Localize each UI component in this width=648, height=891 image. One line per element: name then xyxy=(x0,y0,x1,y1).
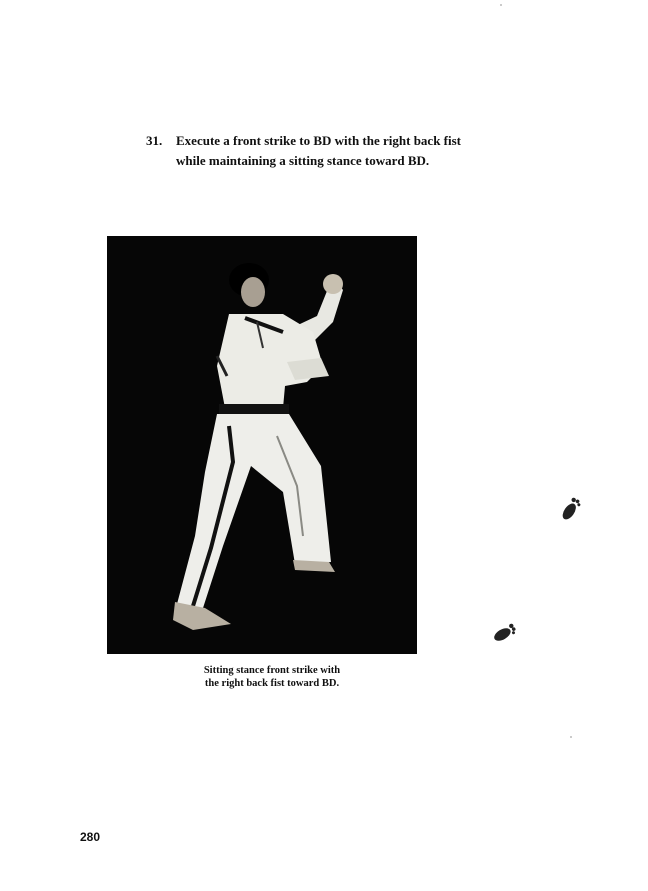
figure-belt xyxy=(219,404,289,414)
step-number: 31. xyxy=(146,133,163,148)
figure-raised-fist xyxy=(323,274,343,294)
footprint-icon xyxy=(489,620,521,646)
instruction-line-1: Execute a front strike to BD with the right back fist xyxy=(176,133,462,148)
figure-face xyxy=(241,277,265,307)
footprint-icon xyxy=(557,494,585,524)
paper-speck xyxy=(500,4,502,6)
paper-speck xyxy=(570,736,572,738)
caption-line-2: the right back fist toward BD. xyxy=(204,678,340,689)
caption-line-1: Sitting stance front strike with xyxy=(203,665,341,676)
page-number: 280 xyxy=(80,830,101,844)
martial-arts-photo xyxy=(107,236,417,654)
instruction-line-2: while maintaining a sitting stance toward BD. xyxy=(176,153,430,168)
photo-illustration xyxy=(107,236,417,654)
photo-caption xyxy=(162,664,382,690)
